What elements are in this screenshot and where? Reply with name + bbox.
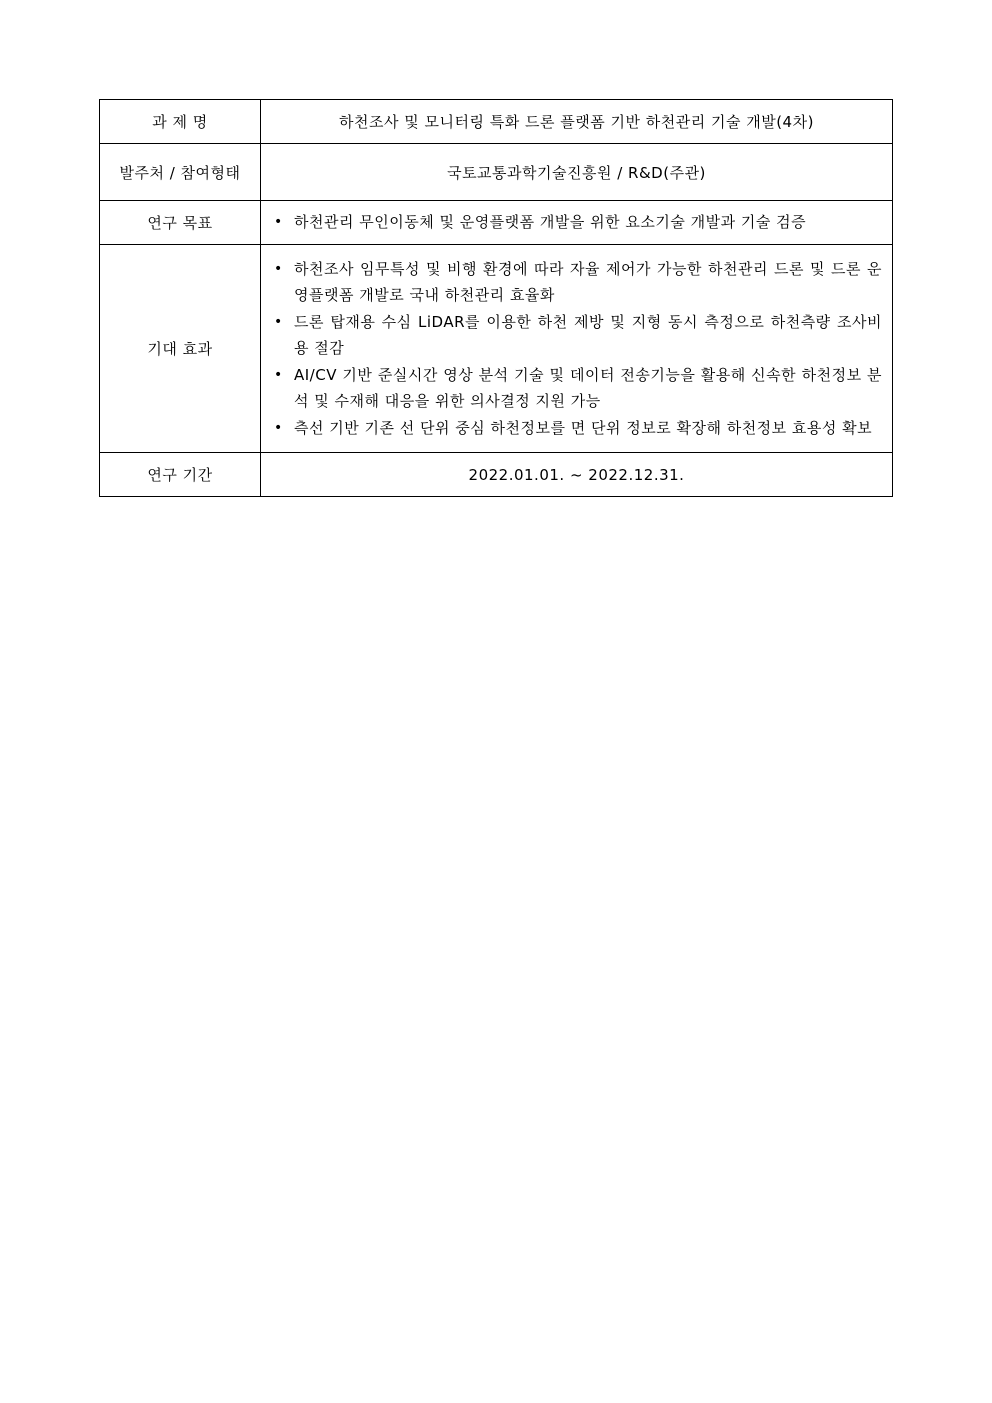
expected-effects-value bbox=[261, 245, 893, 453]
expected-effects-label: 기대 효과 bbox=[100, 245, 261, 453]
table-row-expected-effects bbox=[100, 245, 893, 453]
list-item-text: AI/CV 기반 준실시간 영상 분석 기술 및 데이터 전송기능을 활용해 신속한 하천정보 분석 및 수재해 대응을 위한 의사결정 지원 가능 bbox=[294, 365, 882, 411]
list-item-text: 하천관리 무인이동체 및 운영플랫폼 개발을 위한 요소기술 개발과 기술 검증 bbox=[294, 213, 807, 232]
list-item bbox=[267, 309, 882, 362]
table-row-client bbox=[100, 144, 893, 201]
list-item bbox=[267, 209, 882, 236]
research-period-value: 2022.01.01. ~ 2022.12.31. bbox=[261, 453, 893, 497]
list-item bbox=[267, 362, 882, 415]
expected-effects-list bbox=[267, 256, 882, 442]
project-info-table bbox=[99, 99, 893, 497]
table-row-research-goal bbox=[100, 201, 893, 245]
list-item bbox=[267, 415, 882, 442]
bullet-icon: • bbox=[274, 419, 283, 436]
list-item bbox=[267, 256, 882, 309]
client-value: 국토교통과학기술진흥원 / R&D(주관) bbox=[261, 144, 893, 201]
bullet-icon: • bbox=[274, 366, 283, 383]
research-period-label: 연구 기간 bbox=[100, 453, 261, 497]
list-item-text: 드론 탑재용 수심 LiDAR를 이용한 하천 제방 및 지형 동시 측정으로 하천측량 조사비용 절감 bbox=[294, 312, 882, 358]
list-item-text: 측선 기반 기존 선 단위 중심 하천정보를 면 단위 정보로 확장해 하천정보 효용성 확보 bbox=[294, 418, 873, 437]
research-goal-list bbox=[267, 209, 882, 236]
bullet-icon: • bbox=[274, 260, 283, 277]
project-name-value: 하천조사 및 모니터링 특화 드론 플랫폼 기반 하천관리 기술 개발(4차) bbox=[261, 100, 893, 144]
bullet-icon: • bbox=[274, 313, 283, 330]
research-goal-label: 연구 목표 bbox=[100, 201, 261, 245]
table-row-research-period bbox=[100, 453, 893, 497]
bullet-icon: • bbox=[274, 214, 283, 231]
table-row-project-name bbox=[100, 100, 893, 144]
research-goal-value bbox=[261, 201, 893, 245]
list-item-text: 하천조사 임무특성 및 비행 환경에 따라 자율 제어가 가능한 하천관리 드론 및 드론 운영플랫폼 개발로 국내 하천관리 효율화 bbox=[294, 259, 882, 305]
client-label: 발주처 / 참여형태 bbox=[100, 144, 261, 201]
project-name-label: 과 제 명 bbox=[100, 100, 261, 144]
